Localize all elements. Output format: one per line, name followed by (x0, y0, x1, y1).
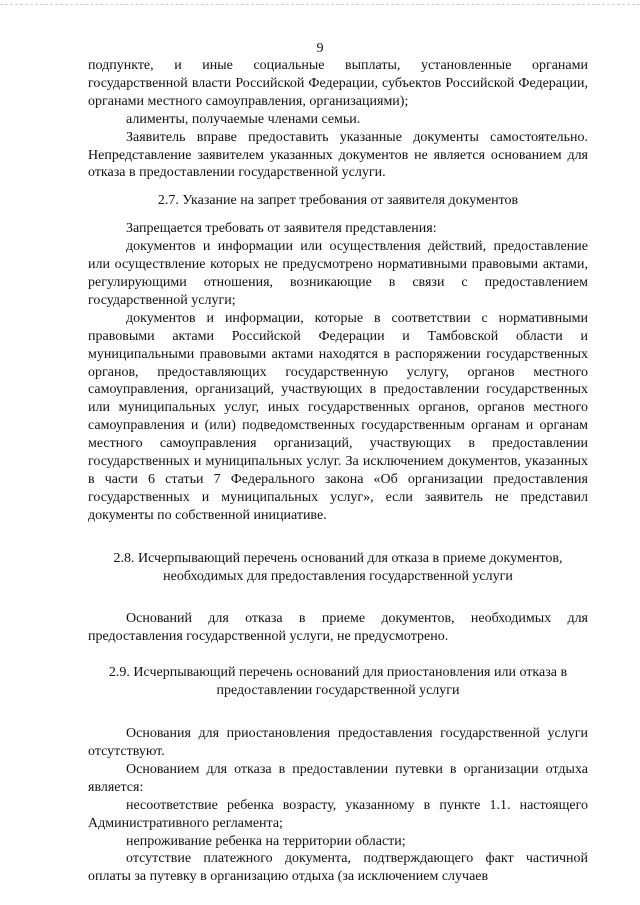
scan-top-edge (0, 4, 640, 5)
paragraph-applicant-right: Заявитель вправе предоставить указанные документы самостоятельно. Непредставление заявителем указанных документов не является основанием для отказа в предоставлении государственной услуги. (88, 129, 588, 181)
page-number: 9 (316, 41, 324, 56)
paragraph-refusal-grounds-intro: Основанием для отказа в предоставлении путевки в организации отдыха является: (88, 761, 588, 795)
paragraph-prohibition-item-2: документов и информации, которые в соответствии с нормативными правовыми актами Российской Федерации и Тамбовской области и муниципальными правовыми актами находятся в распоряжении государственных органов, предоставляющих государственную услугу, органов местного самоуправления, организаций, участвующих в предоставлении государственных или муниципальных услуг, иных государственных органов, органов местного самоуправления и (или) подведомственных государственным органам и органам местного самоуправления организаций, участвующих в предоставлении государственных и муниципальных услуг. За исключением документов, указанных в части 6 статьи 7 Федерального закона «Об организации предоставления государственных и муниципальных услуг», если заявитель не представил документы по собственной инициативе. (88, 310, 588, 523)
section-heading-2-8: 2.8. Исчерпывающий перечень оснований для отказа в приеме документов, необходимых для предоставления государственной услуги (113, 550, 563, 584)
paragraph-alimony: алименты, получаемые членами семьи. (126, 111, 361, 127)
paragraph-no-suspension: Основания для приостановления предоставления государственной услуги отсутствуют. (88, 726, 588, 759)
paragraph-prohibition-intro: Запрещается требовать от заявителя представления: (126, 221, 437, 237)
spacer (88, 585, 588, 610)
paragraph-missing-payment: отсутствие платежного документа, подтверждающего факт частичной оплаты за путевку в организацию отдыха (за исключением случаев (88, 851, 588, 885)
spacer (88, 525, 588, 550)
paragraph-no-refusal-grounds: Оснований для отказа в приеме документов, необходимых для предоставления государственной услуги, не предусмотрено. (88, 611, 588, 645)
document-body (88, 57, 588, 886)
paragraph-age-mismatch: несоответствие ребенка возрасту, указанному в пункте 1.1. настоящего Административного регламента; (88, 797, 588, 831)
spacer (88, 182, 588, 192)
paragraph-non-residence: непроживание ребенка на территории области; (126, 833, 406, 849)
spacer (88, 646, 588, 664)
section-heading-2-7: 2.7. Указание на запрет требования от заявителя документов (157, 193, 519, 209)
paragraph-income-list-end: подпункте, и иные социальные выплаты, установленные органами государственной власти Российской Федерации, субъектов Российской Федерации, органами местного самоуправления, организациями); (88, 58, 588, 109)
spacer (88, 210, 588, 220)
paragraph-prohibition-item-1: документов и информации или осуществления действий, предоставление или осуществление которых не предусмотрено нормативными правовыми актами, регулирующими отношения, возникающие в связи с предоставлением государственной услуги; (88, 239, 588, 308)
spacer (88, 700, 588, 725)
section-heading-2-9: 2.9. Исчерпывающий перечень оснований для приостановления или отказа в предоставлении государственной услуги (108, 665, 568, 699)
